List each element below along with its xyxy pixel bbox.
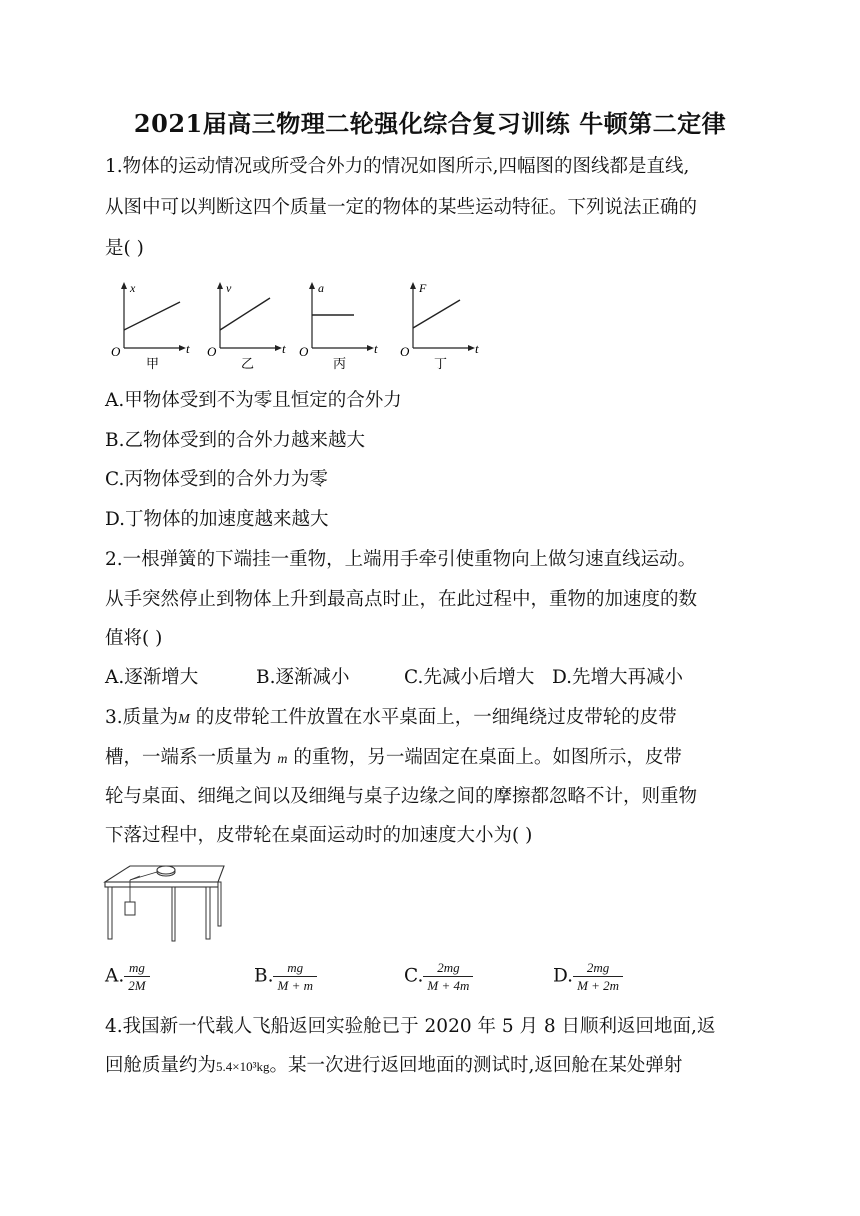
q3-option-c-denominator: M + 4m <box>427 978 470 993</box>
q3-option-c <box>404 960 473 993</box>
q1-line-1: 1.物体的运动情况或所受合外力的情况如图所示,四幅图的图线都是直线, <box>105 156 690 177</box>
q3-option-a-label: A. <box>105 965 125 987</box>
q4-line-2 <box>105 1051 682 1077</box>
q3-option-d-denominator: M + 2m <box>577 978 620 993</box>
page-title: 2021届高三物理二轮强化综合复习训练 牛顿第二定律 <box>133 109 727 138</box>
q3-option-b <box>254 960 317 993</box>
q3-option-d-numerator: 2mg <box>573 960 623 977</box>
graph-yi-y-label: v <box>226 281 232 295</box>
graph-jia-x-label: t <box>186 341 190 356</box>
q2-option-c: C.先减小后增大 <box>404 667 535 688</box>
q3-option-a-denominator: 2M <box>128 978 146 993</box>
q4-line-2-b: 。某一次进行返回地面的测试时,返回舱在某处弹射 <box>269 1055 683 1076</box>
q1-option-d: D.丁物体的加速度越来越大 <box>105 509 329 530</box>
graph-jia-origin: O <box>111 344 121 359</box>
q2-option-d: D.先增大再减小 <box>552 667 684 688</box>
q3-option-c-fraction <box>423 960 473 993</box>
q4-line-1: 4.我国新一代载人飞船返回实验舱已于 2020 年 5 月 8 日顺利返回地面,返 <box>105 1016 716 1037</box>
q3-option-a-numerator: mg <box>124 960 149 977</box>
q4-line-2-a: 回舱质量约为 <box>105 1055 217 1076</box>
graph-bing-caption: 丙 <box>333 356 347 371</box>
graph-ding-caption: 丁 <box>434 356 448 371</box>
graph-bing-origin: O <box>299 344 309 359</box>
q2-option-a: A.逐渐增大 <box>105 667 199 688</box>
graph-jia-caption: 甲 <box>146 356 160 371</box>
graph-ding-origin: O <box>400 344 410 359</box>
graph-jia-y-label: x <box>130 281 136 295</box>
q3-option-b-fraction <box>273 960 317 993</box>
q3-line-2-a: 槽，一端系一质量为 <box>105 747 278 768</box>
q1-option-a: A.甲物体受到不为零且恒定的合外力 <box>105 390 402 411</box>
q1-line-2: 从图中可以判断这四个质量一定的物体的某些运动特征。下列说法正确的 <box>105 197 698 218</box>
q3-option-c-numerator: 2mg <box>423 960 473 977</box>
graph-bing <box>299 281 378 371</box>
table-pulley-figure <box>100 860 230 946</box>
graph-yi <box>207 281 286 371</box>
q3-line-1 <box>105 703 677 729</box>
q3-var-M: M <box>178 712 190 727</box>
q3-line-3: 轮与桌面、细绳之间以及细绳与桌子边缘之间的摩擦都忽略不计，则重物 <box>105 786 698 807</box>
q1-graphs-figure <box>108 278 488 374</box>
graph-yi-caption: 乙 <box>241 356 255 371</box>
q3-option-b-denominator: M + m <box>277 978 313 993</box>
q3-option-b-label: B. <box>254 965 274 987</box>
q1-option-c: C.丙物体受到的合外力为零 <box>105 469 328 490</box>
q3-option-b-numerator: mg <box>273 960 317 977</box>
q2-line-2: 从手突然停止到物体上升到最高点时止，在此过程中，重物的加速度的数 <box>105 589 698 610</box>
q4-mass-formula: 5.4×10³kg <box>216 1059 270 1074</box>
q3-option-a <box>105 960 150 993</box>
q3-line-4: 下落过程中，皮带轮在桌面运动时的加速度大小为( ) <box>105 825 533 846</box>
q3-option-d-label: D. <box>553 965 574 987</box>
graph-bing-y-label: a <box>318 281 324 295</box>
q3-option-c-label: C. <box>404 965 424 987</box>
q3-var-m: m <box>277 752 288 767</box>
graph-bing-x-label: t <box>374 341 378 356</box>
q3-line-2 <box>105 743 682 769</box>
graph-jia <box>111 281 190 371</box>
q2-line-1: 2.一根弹簧的下端挂一重物，上端用手牵引使重物向上做匀速直线运动。 <box>105 549 697 570</box>
q3-option-d <box>553 960 623 993</box>
q3-line-2-b: 的重物，另一端固定在桌面上。如图所示，皮带 <box>287 747 682 768</box>
q2-option-b: B.逐渐减小 <box>256 667 350 688</box>
graph-ding <box>400 281 479 371</box>
q3-option-d-fraction <box>573 960 623 993</box>
q1-option-b: B.乙物体受到的合外力越来越大 <box>105 430 365 451</box>
q3-line-1-b: 的皮带轮工件放置在水平桌面上，一细绳绕过皮带轮的皮带 <box>189 707 677 728</box>
graph-ding-y-label: F <box>419 281 427 295</box>
q3-option-a-fraction <box>124 960 149 993</box>
q1-line-3: 是( ) <box>105 238 144 259</box>
graph-yi-origin: O <box>207 344 217 359</box>
graph-yi-x-label: t <box>282 341 286 356</box>
q2-line-3: 值将( ) <box>105 628 163 649</box>
q3-line-1-a: 3.质量为 <box>105 707 179 728</box>
graph-ding-x-label: t <box>475 341 479 356</box>
